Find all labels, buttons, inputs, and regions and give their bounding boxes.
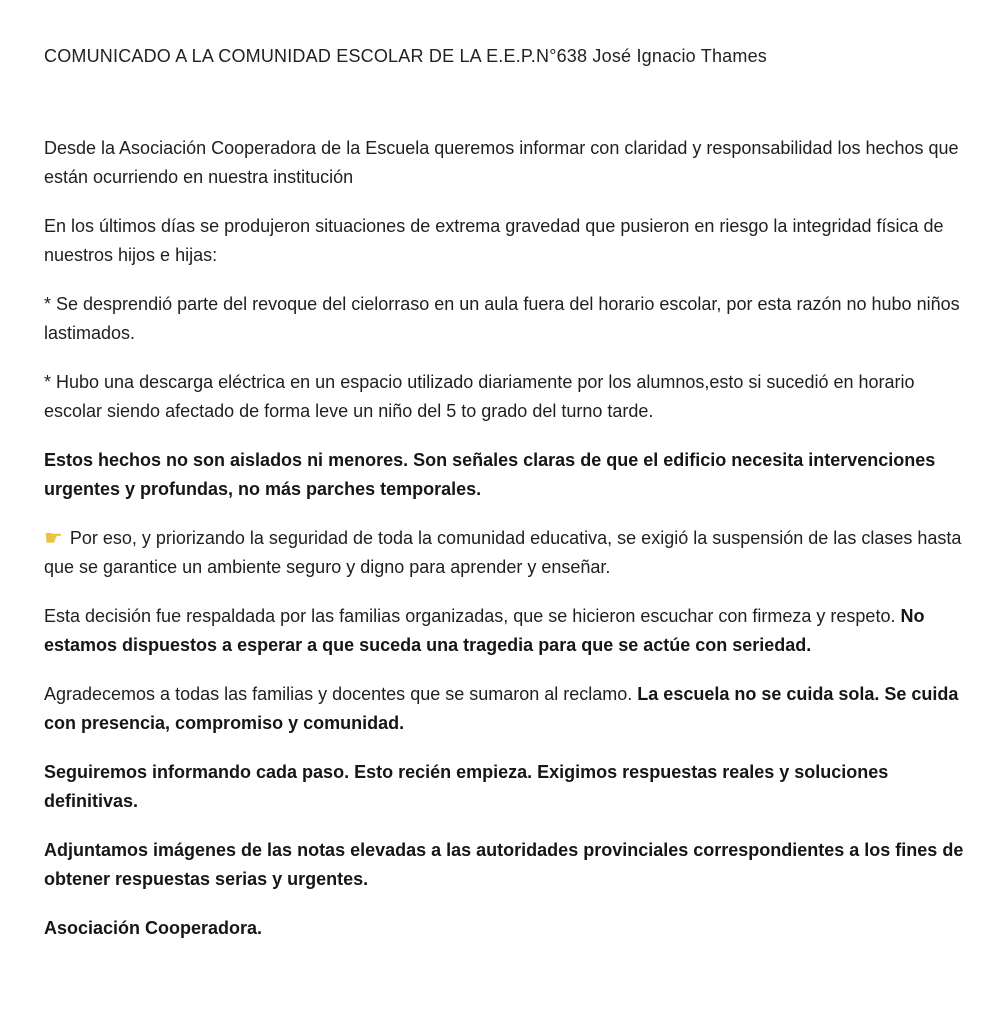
paragraph-seguiremos-informando xyxy=(44,758,972,816)
paragraph-hechos-no-aislados xyxy=(44,446,972,504)
document-title: COMUNICADO A LA COMUNIDAD ESCOLAR DE LA E.E.P.N°638 José Ignacio Thames xyxy=(44,46,767,66)
paragraph-agradecimiento xyxy=(44,680,972,738)
document-body xyxy=(44,134,972,943)
paragraph-segment: Desde la Asociación Cooperadora de la Escuela queremos informar con claridad y responsabilidad los hechos que están ocurriendo en nuestra institución xyxy=(44,138,959,187)
paragraph-adjuntamos-imagenes xyxy=(44,836,972,894)
paragraph-suspension-clases xyxy=(44,524,972,582)
paragraph-bullet-revoque xyxy=(44,290,972,348)
paragraph-segment: No estamos dispuestos a esperar a que suceda una tragedia para que se actúe con seriedad. xyxy=(44,606,925,655)
paragraph-segment: * Se desprendió parte del revoque del cielorraso en un aula fuera del horario escolar, por esta razón no hubo niños lastimados. xyxy=(44,294,960,343)
paragraph-segment: Por eso, y priorizando la seguridad de toda la comunidad educativa, se exigió la suspensión de las clases hasta que se garantice un ambiente seguro y digno para aprender y enseñar. xyxy=(44,528,962,577)
paragraph-segment: Asociación Cooperadora. xyxy=(44,918,263,938)
pointing-finger-emoji: ☛ xyxy=(44,526,63,550)
paragraph-segment: Adjuntamos imágenes de las notas elevadas a las autoridades provinciales correspondientes a los fines de obtener respuestas serias y urgentes. xyxy=(44,840,964,889)
paragraph-gravedad xyxy=(44,212,972,270)
paragraph-segment: La escuela no se cuida sola. Se cuida con presencia, compromiso y comunidad. xyxy=(44,684,959,733)
paragraph-segment: Seguiremos informando cada paso. Esto recién empieza. Exigimos respuestas reales y soluciones definitivas. xyxy=(44,762,889,811)
paragraph-decision-respaldada xyxy=(44,602,972,660)
paragraph-segment: Esta decisión fue respaldada por las familias organizadas, que se hicieron escuchar con firmeza y respeto. xyxy=(44,606,901,626)
paragraph-firma xyxy=(44,914,972,943)
paragraph-segment: * Hubo una descarga eléctrica en un espacio utilizado diariamente por los alumnos,esto si sucedió en horario escolar siendo afectado de forma leve un niño del 5 to grado del turno tarde. xyxy=(44,372,915,421)
paragraph-bullet-descarga xyxy=(44,368,972,426)
paragraph-segment: Agradecemos a todas las familias y docentes que se sumaron al reclamo. xyxy=(44,684,638,704)
paragraph-intro xyxy=(44,134,972,192)
paragraph-segment: En los últimos días se produjeron situaciones de extrema gravedad que pusieron en riesgo la integridad física de nuestros hijos e hijas: xyxy=(44,216,944,265)
paragraph-segment: Estos hechos no son aislados ni menores. Son señales claras de que el edificio necesita intervenciones urgentes y profundas, no más parches temporales. xyxy=(44,450,936,499)
